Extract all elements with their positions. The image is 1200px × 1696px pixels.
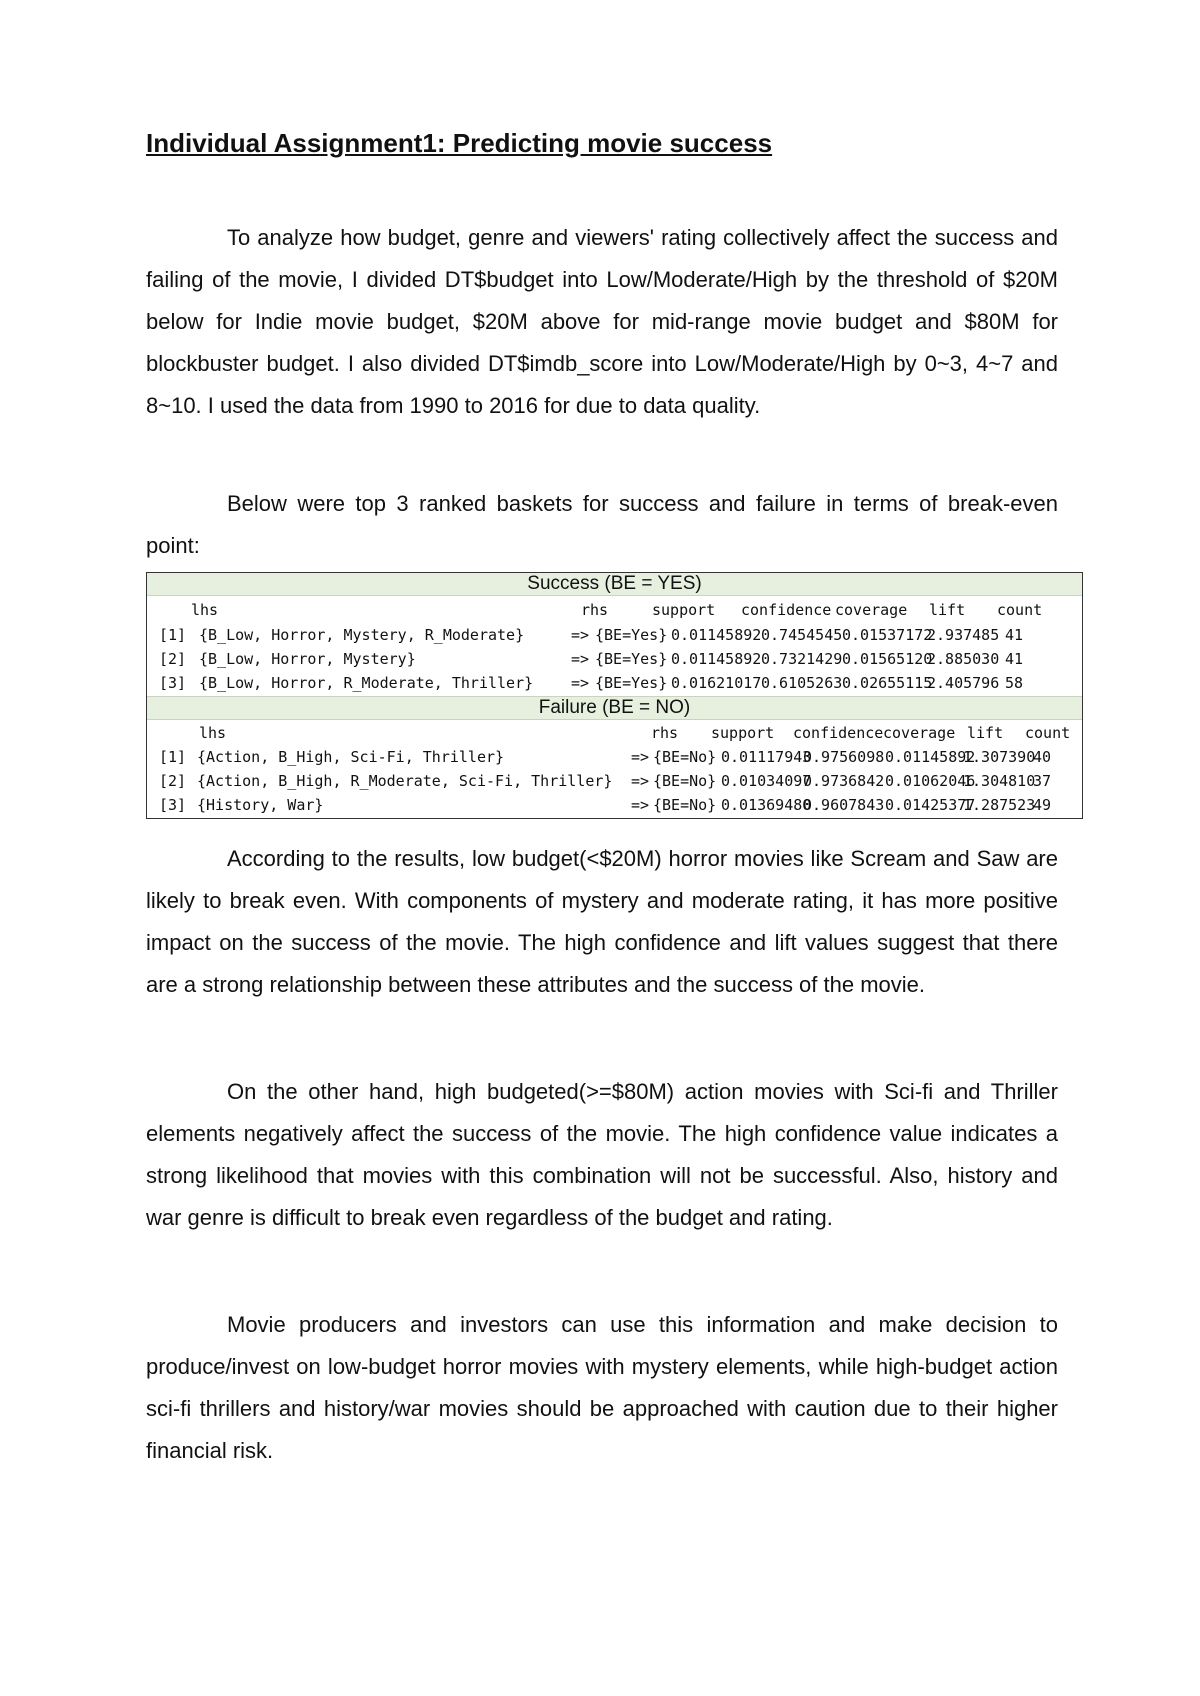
success-row-arrow: => — [571, 626, 590, 644]
success-col-support: support — [652, 601, 716, 619]
failure-col-support: support — [711, 724, 775, 742]
success-col-rhs: rhs — [581, 601, 609, 619]
failure-row-coverage: 0.01062046 — [885, 772, 976, 790]
document-title: Individual Assignment1: Predicting movie success — [146, 128, 773, 158]
success-row-lift: 2.405796 — [927, 674, 1000, 692]
failure-col-lift: lift — [967, 724, 1004, 742]
success-row-coverage: 0.01537172 — [842, 626, 933, 644]
association-rules-table — [146, 572, 1083, 819]
failure-table-body — [147, 720, 1082, 818]
failure-row-confidence: 0.9736842 — [803, 772, 885, 790]
failure-col-rhs: rhs — [651, 724, 679, 742]
success-row-count: 58 — [1005, 674, 1024, 692]
success-table-body — [147, 596, 1082, 696]
conclusion-paragraph: Movie producers and investors can use this information and make decision to produce/invest on low-budget horror movies with mystery elements, while high-budget action sci-fi thrillers and history/war movies should be approached with caution due to their higher financial risk. — [146, 1312, 1058, 1463]
success-row-support: 0.01145892 — [671, 650, 762, 668]
failure-row-lhs: {Action, B_High, Sci-Fi, Thriller} — [197, 748, 505, 766]
success-row-count: 41 — [1005, 650, 1024, 668]
success-row-coverage: 0.01565120 — [842, 650, 933, 668]
baskets-intro-paragraph: Below were top 3 ranked baskets for success and failure in terms of break-even point: — [146, 491, 1058, 558]
failure-row-index: [1] — [159, 748, 187, 766]
failure-row-rhs: {BE=No} — [653, 796, 717, 814]
failure-analysis-paragraph: On the other hand, high budgeted(>=$80M) action movies with Sci-fi and Thriller elements negatively affect the success of the movie. The high confidence value indicates a strong likelihood that movies with this combination will not be successful. Also, history and war genre is difficult to break even regardless of the budget and rating. — [146, 1079, 1058, 1230]
failure-row-support: 0.01117943 — [721, 748, 812, 766]
success-col-confidence: confidence — [741, 601, 832, 619]
success-col-lhs: lhs — [191, 601, 219, 619]
failure-col-confidence: confidence — [793, 724, 884, 742]
success-row-coverage: 0.02655115 — [842, 674, 933, 692]
failure-row-count: 49 — [1033, 796, 1052, 814]
success-row-rhs: {BE=Yes} — [595, 674, 668, 692]
success-row-lift: 2.885030 — [927, 650, 1000, 668]
failure-row-index: [2] — [159, 772, 187, 790]
success-row-count: 41 — [1005, 626, 1024, 644]
failure-row-lift: 1.307390 — [963, 748, 1036, 766]
failure-row-lift: 1.287523 — [963, 796, 1036, 814]
success-row-support: 0.01621017 — [671, 674, 762, 692]
results-paragraph: According to the results, low budget(<$20M) horror movies like Scream and Saw are likely to break even. With components of mystery and moderate rating, it has more positive impact on the success of the movie. The high confidence and lift values suggest that there are a strong relationship between these attributes and the success of the movie. — [146, 846, 1058, 997]
success-row-index: [1] — [159, 626, 187, 644]
success-table-header: Success (BE = YES) — [147, 573, 1082, 596]
success-col-coverage: coverage — [835, 601, 908, 619]
failure-row-arrow: => — [631, 748, 650, 766]
success-row-arrow: => — [571, 650, 590, 668]
success-row-confidence: 0.7454545 — [761, 626, 843, 644]
failure-row-coverage: 0.01145892 — [885, 748, 976, 766]
success-col-count: count — [997, 601, 1043, 619]
failure-row-support: 0.01034097 — [721, 772, 812, 790]
success-row-support: 0.01145892 — [671, 626, 762, 644]
failure-row-arrow: => — [631, 796, 650, 814]
failure-row-arrow: => — [631, 772, 650, 790]
success-row-index: [3] — [159, 674, 187, 692]
failure-row-index: [3] — [159, 796, 187, 814]
success-row-rhs: {BE=Yes} — [595, 650, 668, 668]
failure-table-header: Failure (BE = NO) — [147, 696, 1082, 720]
success-row-lhs: {B_Low, Horror, R_Moderate, Thriller} — [199, 674, 534, 692]
success-row-confidence: 0.6105263 — [761, 674, 843, 692]
success-row-arrow: => — [571, 674, 590, 692]
success-row-lhs: {B_Low, Horror, Mystery} — [199, 650, 416, 668]
intro-paragraph: To analyze how budget, genre and viewers' rating collectively affect the success and failing of the movie, I divided DT$budget into Low/Moderate/High by the threshold of $20M below for Indie movie budget, $20M above for mid-range movie budget and $80M for blockbuster budget. I also divided DT$imdb_score into Low/Moderate/High by 0~3, 4~7 and 8~10. I used the data from 1990 to 2016 for due to data quality. — [146, 225, 1058, 418]
failure-row-lhs: {Action, B_High, R_Moderate, Sci-Fi, Thriller} — [197, 772, 613, 790]
failure-row-coverage: 0.01425377 — [885, 796, 976, 814]
failure-row-lift: 1.304810 — [963, 772, 1036, 790]
success-row-confidence: 0.7321429 — [761, 650, 843, 668]
success-row-index: [2] — [159, 650, 187, 668]
failure-col-coverage: coverage — [883, 724, 956, 742]
failure-col-lhs: lhs — [199, 724, 227, 742]
success-col-lift: lift — [929, 601, 966, 619]
failure-row-confidence: 0.9607843 — [803, 796, 885, 814]
failure-row-rhs: {BE=No} — [653, 772, 717, 790]
failure-row-lhs: {History, War} — [197, 796, 324, 814]
failure-row-support: 0.01369480 — [721, 796, 812, 814]
success-row-lift: 2.937485 — [927, 626, 1000, 644]
success-row-lhs: {B_Low, Horror, Mystery, R_Moderate} — [199, 626, 525, 644]
failure-row-rhs: {BE=No} — [653, 748, 717, 766]
success-row-rhs: {BE=Yes} — [595, 626, 668, 644]
failure-row-count: 40 — [1033, 748, 1052, 766]
failure-row-confidence: 0.9756098 — [803, 748, 885, 766]
failure-col-count: count — [1025, 724, 1071, 742]
failure-row-count: 37 — [1033, 772, 1052, 790]
